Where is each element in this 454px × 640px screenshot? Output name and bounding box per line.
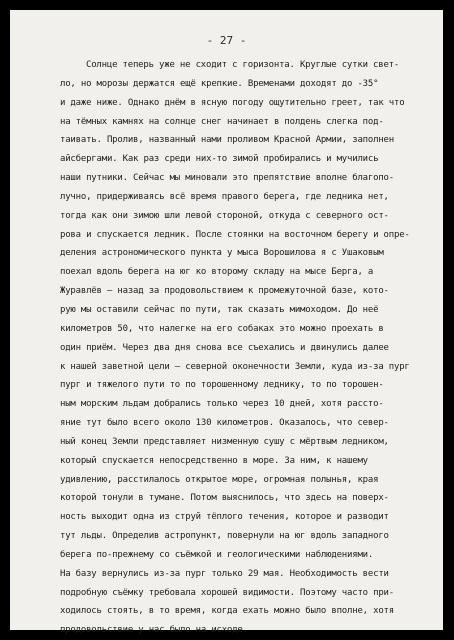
body-text: [60, 56, 430, 640]
text-line: берега по-прежнему со съёмкой и геологическими наблюдениями.: [60, 549, 374, 560]
text-line: На базу вернулись из-за пург только 29 мая. Необходимость вести: [60, 568, 389, 579]
text-line: ным морским льдам добрались только через 10 дней, хотя рассто-: [60, 399, 384, 410]
text-line: тут льды. Определив астропункт, повернули на юг вдоль западного: [60, 531, 389, 542]
text-line: тогда как они зимою шли левой стороной, откуда с северного ост-: [60, 210, 389, 221]
text-line: один приём. Через два дня снова все съехались и двинулись далее: [60, 342, 389, 353]
text-line: Солнце теперь уже не сходит с горизонта. Круглые сутки свет-: [86, 60, 400, 70]
text-line: айсбергами. Как раз среди них-то зимой пробирались и мучились: [60, 154, 379, 165]
text-line: ность выходит одна из струй тёплого течения, которое и разводит: [60, 512, 389, 523]
text-line: подробную съёмку требовала хорошей видимости. Поэтому часто при-: [60, 587, 394, 598]
text-line: наши путники. Сейчас мы миновали это препятствие вполне благопо-: [60, 173, 394, 184]
text-line: ный конец Земли представляет низменную сушу с мёртвым ледником,: [60, 436, 389, 447]
text-line: ло, но морозы держатся ещё крепкие. Временами доходят до -35°: [60, 78, 379, 89]
text-line: и даже ниже. Однако днём в ясную погоду ощутительно греет, так что: [60, 97, 405, 108]
page-number: - 27 -: [206, 34, 247, 47]
text-line: деления астрономического пункта у мыса Ворошилова я с Ушаковым: [60, 248, 384, 259]
text-line: на тёмных камнях на солнце снег начинает в полдень слегка под-: [60, 116, 384, 127]
text-line: поехал вдоль берега на юг ко второму складу на мысе Берга, а: [60, 267, 374, 278]
text-line: Журавлёв – назад за продовольствием к промежуточной базе, кото-: [60, 286, 389, 297]
text-line: лучно, придерживаясь всё время правого берега, где ледника нет,: [60, 191, 389, 202]
text-line: рую мы оставили сейчас по пути, так сказать мимоходом. До неё: [60, 304, 379, 315]
text-line: рова и спускается ледник. После стоянки на восточном берегу и опре-: [60, 229, 410, 240]
text-line: который спускается непосредственно в море. За ним, к нашему: [60, 455, 368, 466]
text-line: километров 50, что налегке на его собаках это можно проехать в: [60, 323, 384, 334]
text-line: к нашей заветной цели – северной оконечности Земли, куда из-за пург: [60, 361, 410, 372]
text-line: продовольствие у нас было на исходе.: [60, 625, 248, 636]
text-line: таивать. Пролив, названный нами проливом Красной Армии, заполнен: [60, 135, 394, 146]
text-line: яние тут было всего около 130 километров. Оказалось, что север-: [60, 418, 389, 429]
text-line: ходилось стоять, в то время, когда ехать можно было вполне, хотя: [60, 606, 394, 617]
text-line: удивлению, расстилалось открытое море, огромная полынья, края: [60, 474, 379, 485]
text-line: которой тонули в тумане. Потом выяснилось, что здесь на поверх-: [60, 493, 389, 504]
text-line: пург и тяжелого пути то по торошенному леднику, то по торошен-: [60, 380, 384, 391]
typewritten-page: [10, 10, 443, 636]
